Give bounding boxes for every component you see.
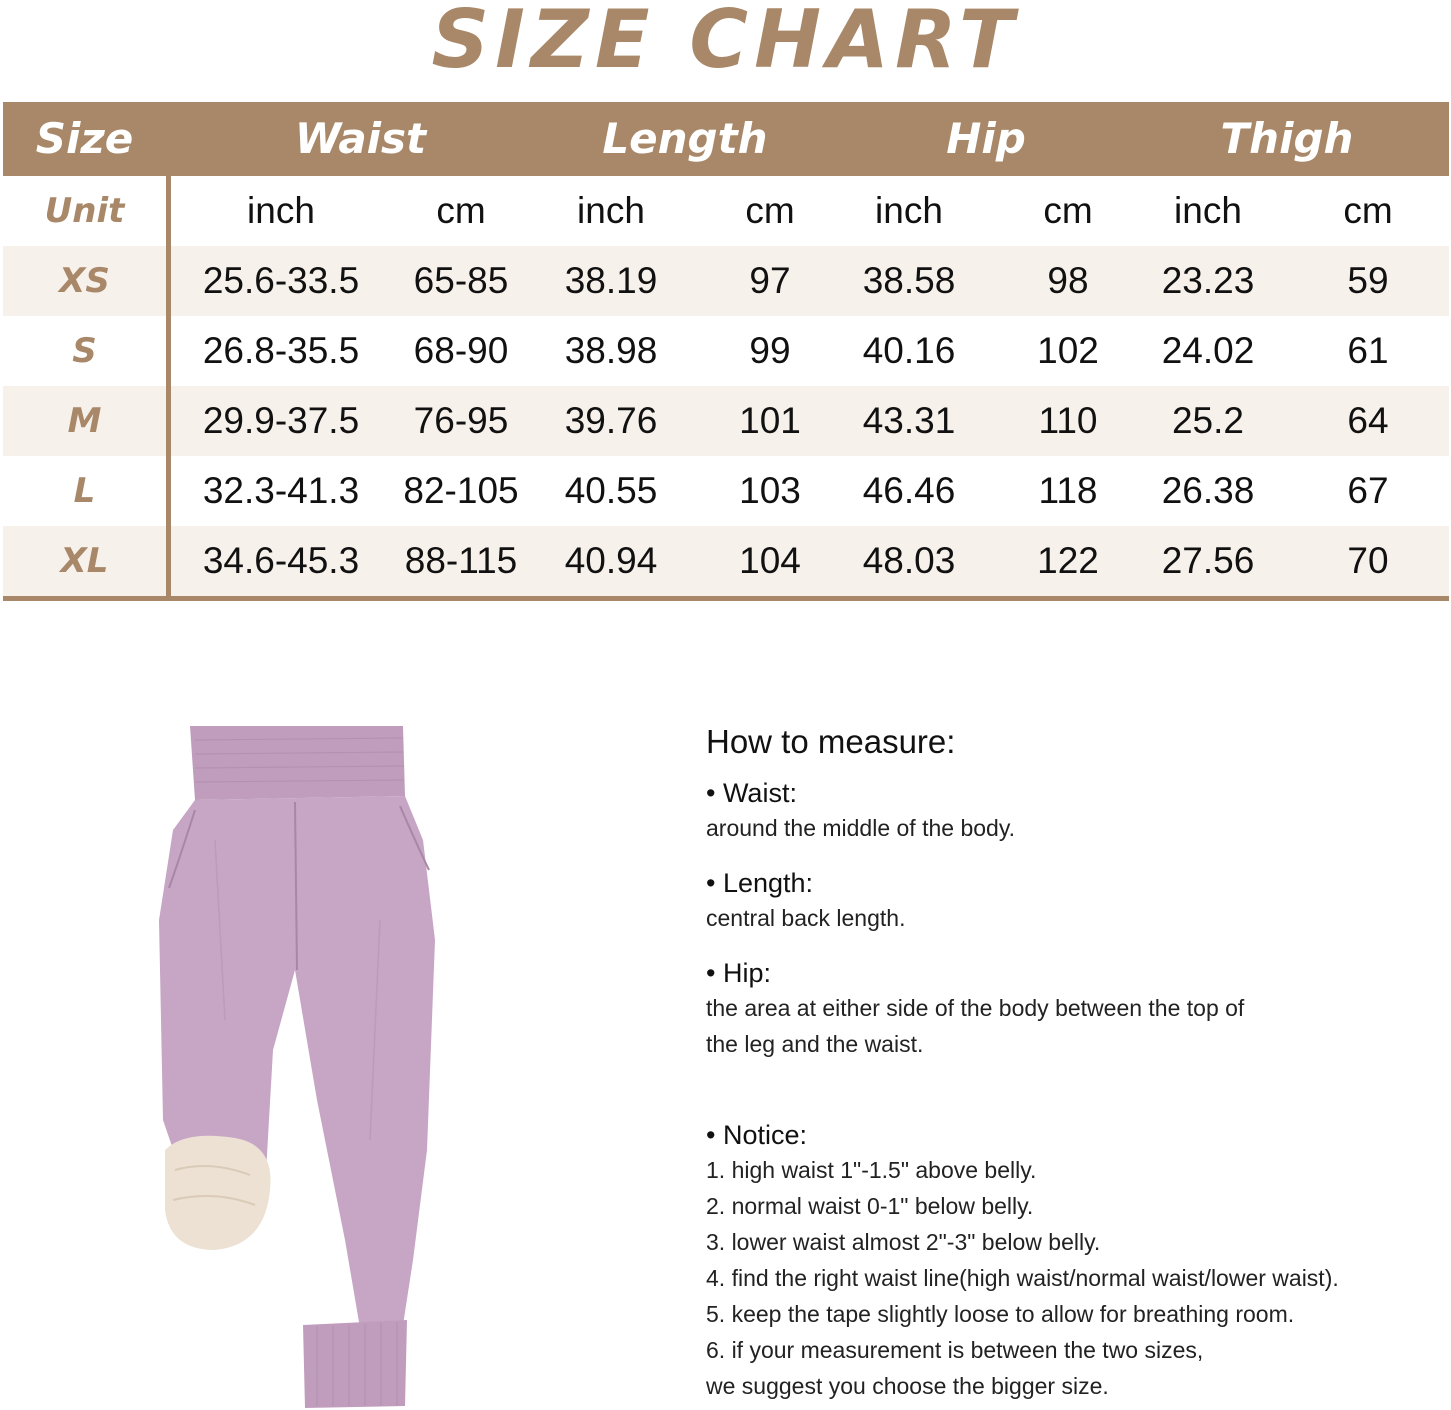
table-cell: 65-85 — [413, 260, 509, 301]
table-cell: 82-105 — [403, 470, 519, 511]
waist-description: around the middle of the body. — [706, 815, 1016, 841]
header-thigh: Thigh — [1220, 114, 1354, 163]
size-label: L — [73, 471, 96, 511]
table-cell: 25.2 — [1171, 400, 1244, 441]
header-length: Length — [602, 114, 768, 163]
notice-item: we suggest you choose the bigger size. — [706, 1373, 1109, 1399]
table-cell: 97 — [749, 260, 791, 301]
table-cell: 40.55 — [564, 470, 658, 511]
table-cell: 24.02 — [1161, 330, 1255, 371]
table-cell: 99 — [749, 330, 791, 371]
size-label: XL — [60, 541, 109, 581]
table-cell: 76-95 — [413, 400, 509, 441]
unit-cell: inch — [1174, 190, 1242, 231]
unit-cell: inch — [247, 190, 315, 231]
header-waist: Waist — [294, 114, 427, 163]
unit-label: Unit — [44, 191, 125, 231]
table-cell: 26.38 — [1161, 470, 1255, 511]
unit-cell: cm — [745, 190, 795, 231]
table-row — [3, 526, 1449, 596]
table-cell: 27.56 — [1161, 540, 1255, 581]
unit-row — [3, 176, 1449, 246]
table-cell: 25.6-33.5 — [202, 260, 360, 301]
notice-item: 2. normal waist 0-1" below belly. — [706, 1193, 1034, 1219]
notice-item: 6. if your measurement is between the two sizes, — [706, 1337, 1204, 1363]
header-hip: Hip — [946, 114, 1026, 163]
table-row — [3, 316, 1449, 386]
notice-item: 5. keep the tape slightly loose to allow for breathing room. — [706, 1301, 1295, 1327]
size-label: S — [72, 331, 97, 371]
how-to-measure-section — [706, 722, 1436, 1404]
hip-description-line: the leg and the waist. — [706, 1031, 924, 1057]
table-cell: 118 — [1038, 470, 1098, 511]
table-cell: 110 — [1038, 400, 1098, 441]
table-cell: 98 — [1047, 260, 1089, 301]
header-size: Size — [35, 114, 134, 163]
size-label: XS — [59, 261, 110, 301]
pants-illustration-icon — [155, 720, 445, 1410]
table-cell: 43.31 — [862, 400, 956, 441]
table-cell: 103 — [739, 470, 801, 511]
table-cell: 23.23 — [1161, 260, 1255, 301]
table-cell: 34.6-45.3 — [202, 540, 360, 581]
table-bottom-border — [3, 596, 1449, 601]
table-cell: 88-115 — [404, 540, 518, 581]
hip-description-line: the area at either side of the body between the top of — [706, 995, 1245, 1021]
table-cell: 104 — [739, 540, 801, 581]
table-cell: 59 — [1347, 260, 1389, 301]
unit-cell: cm — [1043, 190, 1093, 231]
notice-heading: • Notice: — [706, 1120, 807, 1150]
table-cell: 61 — [1347, 330, 1389, 371]
table-cell: 67 — [1347, 470, 1389, 511]
length-heading: • Length: — [706, 868, 814, 898]
unit-cell: inch — [875, 190, 943, 231]
table-cell: 32.3-41.3 — [202, 470, 360, 511]
table-cell: 68-90 — [413, 330, 509, 371]
table-cell: 38.98 — [564, 330, 658, 371]
table-cell: 38.58 — [862, 260, 956, 301]
notice-item: 3. lower waist almost 2"-3" below belly. — [706, 1229, 1101, 1255]
unit-cell: cm — [1343, 190, 1393, 231]
notice-item: 4. find the right waist line(high waist/normal waist/lower waist). — [706, 1265, 1339, 1291]
table-cell: 40.94 — [564, 540, 658, 581]
table-cell: 70 — [1347, 540, 1389, 581]
table-cell: 40.16 — [862, 330, 956, 371]
size-label: M — [67, 401, 102, 441]
table-cell: 29.9-37.5 — [202, 400, 360, 441]
table-row — [3, 386, 1449, 456]
unit-cell: inch — [577, 190, 645, 231]
table-cell: 48.03 — [862, 540, 956, 581]
table-cell: 102 — [1037, 330, 1099, 371]
length-description: central back length. — [706, 905, 906, 931]
page-title: SIZE CHART — [431, 0, 1020, 86]
table-cell: 39.76 — [564, 400, 658, 441]
table-header-row — [3, 102, 1449, 176]
table-row — [3, 456, 1449, 526]
hip-heading: • Hip: — [706, 958, 771, 988]
table-row — [3, 246, 1449, 316]
notice-item: 1. high waist 1"-1.5" above belly. — [706, 1157, 1037, 1183]
table-cell: 122 — [1037, 540, 1099, 581]
table-cell: 46.46 — [862, 470, 956, 511]
table-cell: 38.19 — [564, 260, 658, 301]
table-cell: 64 — [1347, 400, 1389, 441]
table-cell: 101 — [739, 400, 801, 441]
waist-heading: • Waist: — [706, 778, 797, 808]
table-cell: 26.8-35.5 — [202, 330, 360, 371]
column-divider — [166, 176, 171, 600]
measure-title: How to measure: — [706, 723, 956, 760]
unit-cell: cm — [436, 190, 486, 231]
